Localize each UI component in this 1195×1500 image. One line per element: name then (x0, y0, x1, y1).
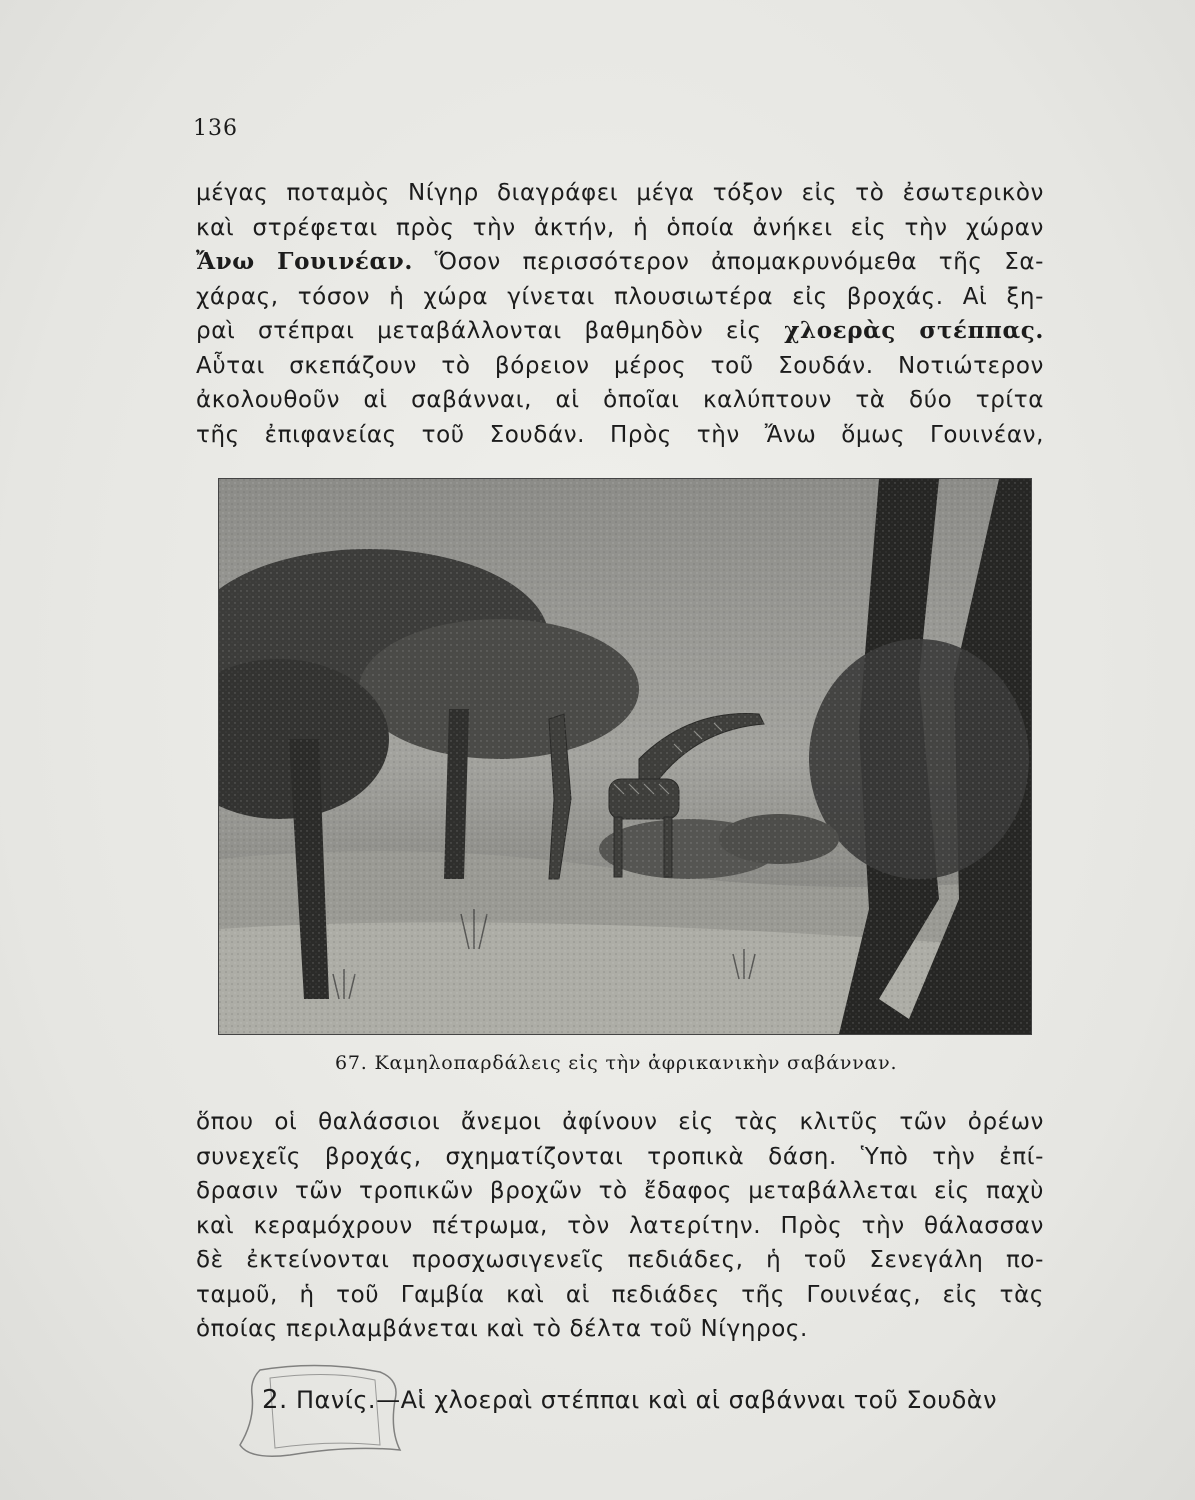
figure-caption: 67. Καμηλοπαρδάλεις εἰς τὴν ἀφρικανικὴν σαβάνναν. (335, 1052, 898, 1074)
text-line: καὶ κεραμόχρουν πέτρωμα, τὸν λατερίτην. Πρὸς τὴν θάλασσαν (196, 1212, 1044, 1239)
text-line: Αὗται σκεπάζουν τὸ βόρειον μέρος τοῦ Σουδάν. Νοτιώτερον (196, 352, 1044, 379)
text-line: χάρας, τόσον ἡ χώρα γίνεται πλουσιωτέρα εἰς βροχάς. Αἱ ξη- (196, 283, 1044, 310)
section-heading-line (262, 1385, 997, 1415)
text-line: καὶ στρέφεται πρὸς τὴν ἀκτήν, ἡ ὁποία ἀνήκει εἰς τὴν χώραν (196, 214, 1044, 241)
text-line: δὲ ἐκτείνονται προσχωσιγενεῖς πεδιάδες, ἡ τοῦ Σενεγάλη πο- (196, 1247, 1044, 1273)
page-number: 136 (193, 116, 238, 141)
section-title: Πανίς. (295, 1386, 377, 1414)
bold-term: χλοερὰς στέππας. (784, 317, 1044, 344)
text-fragment: Ὅσον περισσότερον ἀπομακρυνόμεθα τῆς Σα- (434, 249, 1045, 275)
section-number: 2. (262, 1385, 288, 1415)
text-line: ὁποίας περιλαμβάνεται καὶ τὸ δέλτα τοῦ Νίγηρος. (196, 1316, 808, 1342)
top-paragraph (196, 176, 1044, 452)
text-line: μέγας ποταμὸς Νίγηρ διαγράφει μέγα τόξον εἰς τὸ ἐσωτερικὸν (196, 180, 1044, 206)
bottom-paragraph (196, 1105, 1044, 1347)
text-line: ἀκολουθοῦν αἱ σαβάνναι, αἱ ὁποῖαι καλύπτουν τὰ δύο τρίτα (196, 387, 1044, 413)
text-line: συνεχεῖς βροχάς, σχηματίζονται τροπικὰ δάση. Ὑπὸ τὴν ἐπί- (196, 1143, 1044, 1170)
text-line (196, 245, 1044, 280)
savanna-giraffes-photo (218, 478, 1032, 1035)
text-line: δρασιν τῶν τροπικῶν βροχῶν τὸ ἔδαφος μεταβάλλεται εἰς παχὺ (196, 1178, 1044, 1204)
text-line: ταμοῦ, ἡ τοῦ Γαμβία καὶ αἱ πεδιάδες τῆς Γουινέας, εἰς τὰς (196, 1281, 1044, 1308)
section-text: —Αἱ χλοεραὶ στέππαι καὶ αἱ σαβάνναι τοῦ Σουδὰν (376, 1386, 997, 1414)
text-line: ὅπου οἱ θαλάσσιοι ἄνεμοι ἀφίνουν εἰς τὰς κλιτῦς τῶν ὀρέων (196, 1109, 1044, 1135)
bold-term: Ἄνω Γουινέαν. (196, 248, 413, 275)
text-line: τῆς ἐπιφανείας τοῦ Σουδάν. Πρὸς τὴν Ἄνω ὅμως Γουινέαν, (196, 421, 1044, 448)
text-fragment: ραὶ στέπpαι μεταβάλλονται βαθμηδὸν εἰς (196, 318, 762, 344)
text-line (196, 314, 1044, 349)
photo-illustration (219, 479, 1031, 1034)
